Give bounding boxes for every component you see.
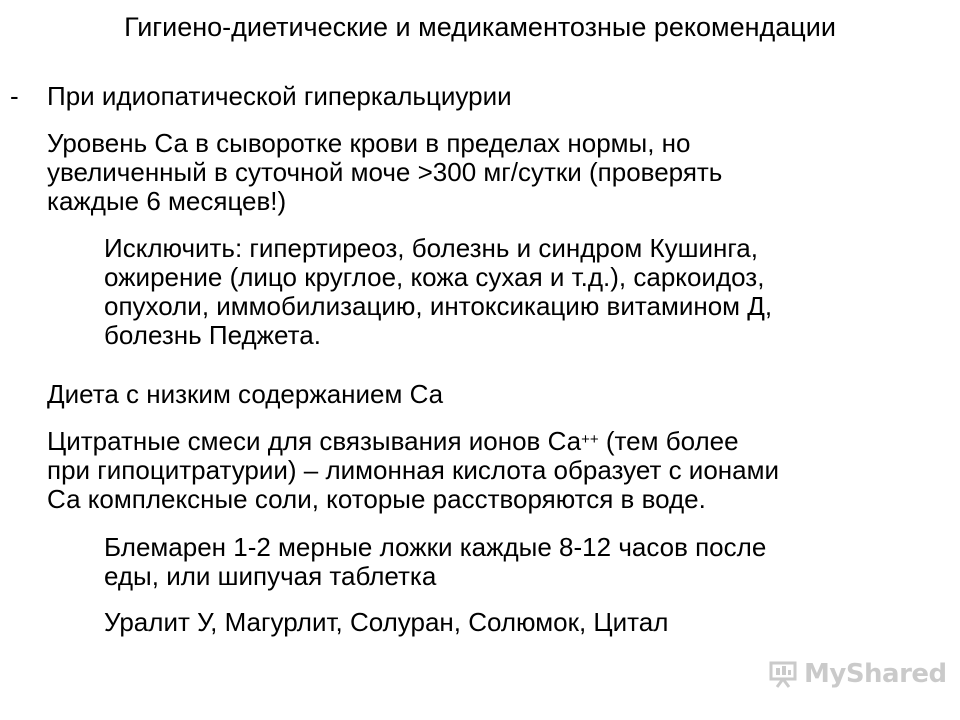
text-line: еды, или шипучая таблетка: [104, 561, 437, 591]
paragraph-idiopathic-hypercalciuria: [47, 82, 512, 111]
text-line: Блемарен 1-2 мерные ложки каждые 8-12 часов после: [104, 532, 767, 562]
paragraph-drug-names: [104, 608, 668, 637]
watermark-text: MyShared: [804, 659, 947, 689]
presentation-board-icon: [768, 659, 798, 689]
paragraph-blemaren-dosage: [104, 533, 766, 591]
text-line: Са комплексные соли, которые расстворяются в воде.: [47, 484, 706, 514]
superscript-charge: ++: [581, 431, 599, 448]
text-line: [47, 427, 779, 456]
text-line: опухоли, иммобилизацию, интоксикацию витамином Д,: [104, 291, 773, 321]
text-line: болезнь Педжета.: [104, 320, 321, 350]
watermark-logo: [768, 656, 947, 692]
paragraph-low-calcium-diet: [47, 380, 443, 409]
paragraph-serum-calcium: [47, 129, 722, 216]
text-line: Исключить: гипертиреоз, болезнь и синдром Кушинга,: [104, 233, 758, 263]
text-line: при гипоцитратурии) – лимонная кислота образует с ионами: [47, 455, 780, 485]
text-segment: Цитратные смеси для связывания ионов Са: [47, 426, 582, 456]
text-line: ожирение (лицо круглое, кожа сухая и т.д.), саркоидоз,: [104, 262, 765, 292]
text-line: Уровень Са в сыворотке крови в пределах нормы, но: [47, 128, 691, 158]
text-line: Уралит У, Магурлит, Солуран, Солюмок, Цитал: [104, 607, 669, 637]
paragraph-citrate-mixtures: [47, 427, 779, 514]
text-segment: (тем более: [598, 426, 739, 456]
text-line: Диета с низким содержанием Са: [47, 379, 444, 409]
text-line: каждые 6 месяцев!): [47, 186, 287, 216]
slide-title: Гигиено-диетические и медикаментозные рекомендации: [124, 12, 836, 42]
bullet-marker: -: [10, 81, 19, 111]
text-line: При идиопатической гиперкальциурии: [47, 81, 512, 111]
paragraph-exclude-conditions: [104, 234, 772, 350]
text-line: увеличенный в суточной моче >300 мг/сутки (проверять: [47, 157, 723, 187]
